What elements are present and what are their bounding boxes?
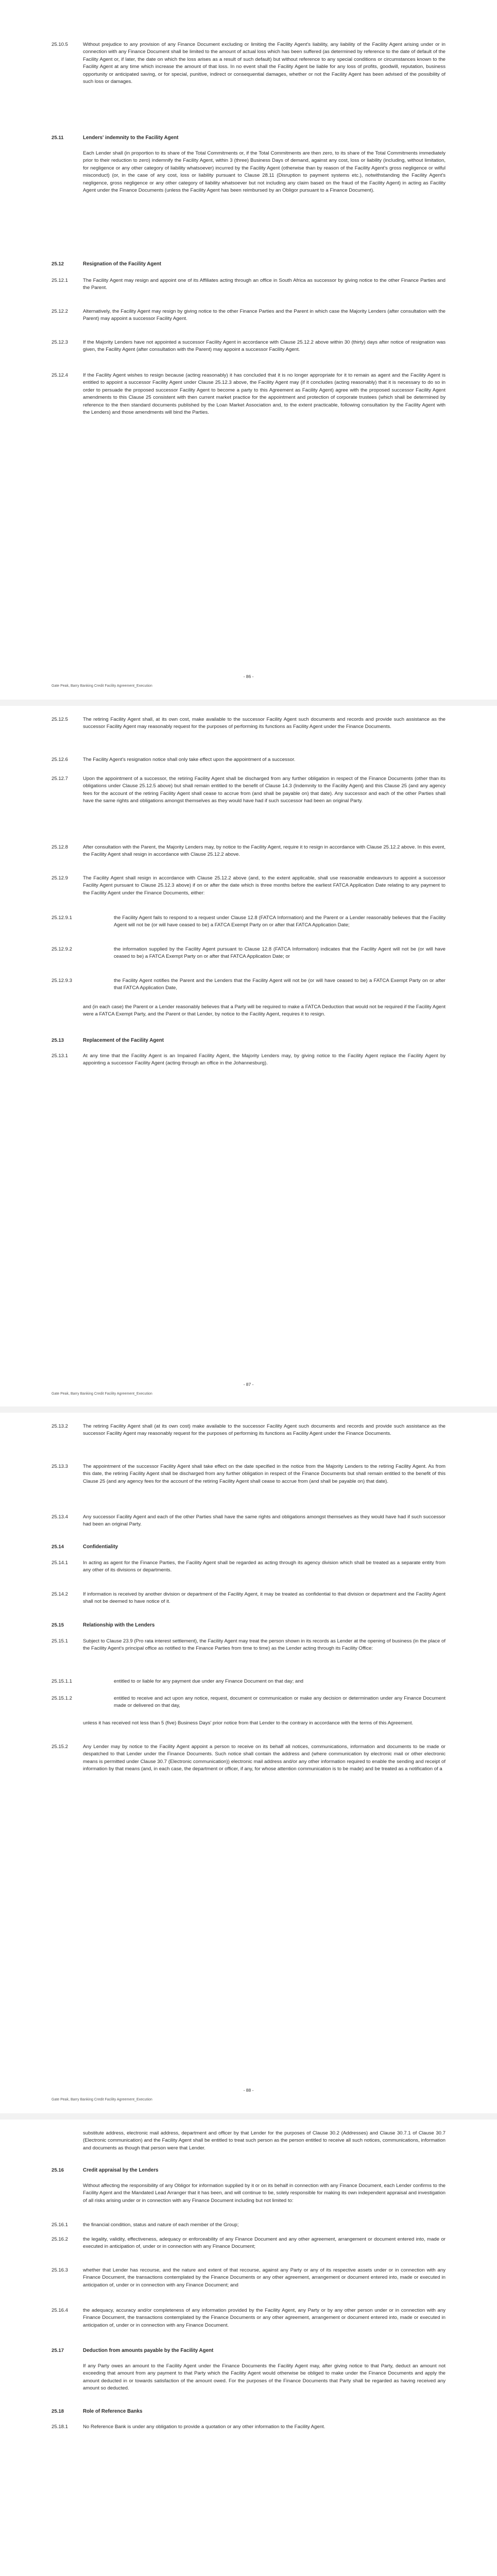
section-number: 25.13 <box>52 1038 64 1043</box>
clause-number: 25.14.1 <box>52 1560 68 1566</box>
clause-number: 25.18.1 <box>52 2424 68 2430</box>
clause-tail-text: and (in each case) the Parent or a Lender reasonably believes that a Party will be required to make a FATCA Deduction that would not be required if the Facility Agent were a FATCA Exempt Party, and the Parent or that Lender, by notice to the Facility Agent, requires it to resign. <box>83 1004 445 1018</box>
clause-tail-text: unless it has received not less than 5 (five) Business Days' prior notice from that Lender to the contrary in accordance with the terms of this Agreement. <box>83 1720 414 1726</box>
clause-number: 25.10.5 <box>52 42 68 47</box>
clause-text: whether that Lender has recourse, and the nature and extent of that recourse, against any Party or any of its respective assets under or in connection with any Finance Document, the transactions contemplated by the Finance Documents or any other agreement, arrangement or document entered into, made or executed in anticipation of, under or in connection with any Finance Document; and <box>83 2267 445 2288</box>
subclause-number: 25.15.1.1 <box>52 1679 73 1684</box>
clause-text: After consultation with the Parent, the Majority Lenders may, by notice to the Facility Agent, require it to resign in accordance with Clause 25.12.2 above. In this event, the Facility Agent shall resign in accordance with Clause 25.12.2 above. <box>83 844 445 858</box>
section-heading: Resignation of the Facility Agent <box>83 261 162 267</box>
clause-text: Without affecting the responsibility of any Obligor for information supplied by it or on its behalf in connection with any Finance Document, each Lender confirms to the Facility Agent and the Mandated Lead Arranger that it has been, and will continue to be, solely responsible for making its own independent appraisal and investigation of all risks arising under or in connection with any Finance Document including but not limited to: <box>83 2183 445 2204</box>
clause-number: 25.16.1 <box>52 2222 68 2228</box>
subclause-text: entitled to or liable for any payment due under any Finance Document on that day; and <box>114 1679 303 1684</box>
section-heading: Role of Reference Banks <box>83 2409 143 2414</box>
clause-number: 25.12.3 <box>52 340 68 345</box>
clause-text: the financial condition, status and nature of each member of the Group; <box>83 2222 239 2228</box>
clause-text: Any successor Facility Agent and each of the other Parties shall have the same rights and obligations amongst themselves as they would have had if such successor had been an original Party. <box>83 1514 445 1528</box>
subclause-text: the Facility Agent notifies the Parent and the Lenders that the Facility Agent will not be (or will have ceased to be) a FATCA Exempt Party on or after that FATCA Application Date, <box>114 978 445 991</box>
section-number: 25.18 <box>52 2409 64 2414</box>
clause-continuation-text: substitute address, electronic mail address, department and officer by that Lender for the purposes of Clause 30.2 (Addresses) and Clause 30.7.1 of Clause 30.7 (Electronic communication) and the Facility Agent shall be entitled to treat such person as the person entitled to receive all such notices, communications, information and documents as though that person were that Lender. <box>83 2130 445 2151</box>
section-number: 25.12 <box>52 261 64 267</box>
subclause-number: 25.12.9.2 <box>52 946 73 952</box>
subclause-text: the information supplied by the Facility Agent pursuant to Clause 12.8 (FATCA Information) indicates that the Facility Agent will not be (or will have ceased to be) a FATCA Exempt Party on or after that FATCA Application Date; or <box>114 946 445 960</box>
page-number: - 86 - <box>243 674 254 679</box>
clause-text: The Facility Agent may resign and appoint one of its Affiliates acting through an office in South Africa as successor by giving notice to the other Finance Parties and the Parent. <box>83 278 445 291</box>
section-number: 25.14 <box>52 1544 64 1550</box>
clause-number: 25.12.9 <box>52 875 68 881</box>
section-heading: Deduction from amounts payable by the Facility Agent <box>83 2348 214 2353</box>
clause-number: 25.16.3 <box>52 2267 68 2273</box>
clause-number: 25.12.2 <box>52 309 68 314</box>
subclause-number: 25.15.1.2 <box>52 1696 73 1701</box>
page-88 <box>0 1413 497 2113</box>
clause-text: the adequacy, accuracy and/or completeness of any information provided by the Facility Agent, any Party or by any other person under or in connection with any Finance Document, the transactions contemplated by the Finance Documents or any other agreement, arrangement or document entered into, made or executed in anticipation of, under or in connection with any Finance Document. <box>83 2308 445 2328</box>
clause-text: Subject to Clause 23.9 (Pro rata interest settlement), the Facility Agent may treat the person shown in its records as Lender at the opening of business (in the place of the Facility Agent's principal office as notified to the Finance Parties from time to time) as the Lender acting through its Facility Office: <box>83 1638 445 1652</box>
subclause-number: 25.12.9.1 <box>52 915 73 921</box>
clause-text: In acting as agent for the Finance Parties, the Facility Agent shall be regarded as acting through its agency division which shall be treated as a separate entity from any other of its divisions or departments. <box>83 1560 445 1573</box>
clause-number: 25.13.1 <box>52 1053 68 1059</box>
section-number: 25.11 <box>52 135 64 141</box>
clause-text: Without prejudice to any provision of any Finance Document excluding or limiting the Facility Agent's liability, any liability of the Facility Agent arising under or in connection with any Finance Document shall be limited to the amount of actual loss which has been suffered (as determined by reference to the date of default of the Facility Agent or, if later, the date on which the loss arises as a result of such default) but without reference to any special conditions or circumstances known to the Facility Agent at any time which increase the amount of that loss. In no event shall the Facility Agent be liable for any loss of profits, goodwill, reputation, business opportunity or anticipated saving, or for special, punitive, indirect or consequential damages, whether or not the Facility Agent has been advised of the possibility of such loss or damages. <box>83 42 445 85</box>
page-gap <box>0 2113 497 2120</box>
page-86 <box>0 0 497 700</box>
page-number: - 87 - <box>243 1382 254 1387</box>
clause-text: If information is received by another division or department of the Facility Agent, it may be treated as confidential to that division or department and the Facility Agent shall not be deemed to have notice of it. <box>83 1591 445 1605</box>
clause-number: 25.13.4 <box>52 1514 68 1520</box>
section-heading: Confidentiality <box>83 1544 118 1550</box>
section-number: 25.15 <box>52 1622 64 1628</box>
page-footer: Gate Peak, Barry Banking Credit Facility Agreement_Execution <box>52 1392 152 1396</box>
subclause-text: entitled to receive and act upon any notice, request, document or communication or make any decision or determination under any Finance Document made or delivered on that day, <box>114 1696 445 1709</box>
section-heading: Relationship with the Lenders <box>83 1622 155 1628</box>
section-heading: Replacement of the Facility Agent <box>83 1038 164 1043</box>
section-heading: Lenders' indemnity to the Facility Agent <box>83 135 179 141</box>
clause-number: 25.15.2 <box>52 1744 68 1750</box>
clause-number: 25.15.1 <box>52 1638 68 1644</box>
clause-text: The appointment of the successor Facility Agent shall take effect on the date specified in the notice from the Majority Lenders to the retiring Facility Agent. As from this date, the retiring Facility Agent shall be discharged from any further obligation in respect of the Finance Documents but shall remain entitled to the benefit of this Clause 25 (and any agency fees for the account of the retiring Facility Agent shall cease to accrue from (and shall be payable on) that date). <box>83 1464 445 1484</box>
clause-text: At any time that the Facility Agent is an Impaired Facility Agent, the Majority Lenders may, by giving notice to the Facility Agent replace the Facility Agent by appointing a successor Facility Agent (acting through an office in the Johannesburg). <box>83 1053 445 1066</box>
clause-text: Any Lender may by notice to the Facility Agent appoint a person to receive on its behalf all notices, communications, information and documents to be made or despatched to that Lender under the Finance Documents. Such notice shall contain the address and (where communication by electronic mail or other electronic means is permitted under Clause 30.7 (Electronic communication)) electronic mail address and/or any other information required to enable the sending and receipt of information by that means (and, in each case, the department or officer, if any, for whose attention communication is to be made) and be treated as a notification of a <box>83 1744 445 1772</box>
page-footer: Gate Peak, Barry Banking Credit Facility Agreement_Execution <box>52 2098 152 2102</box>
clause-number: 25.12.5 <box>52 717 68 722</box>
clause-number: 25.14.2 <box>52 1591 68 1597</box>
clause-text: No Reference Bank is under any obligation to provide a quotation or any other information to the Facility Agent. <box>83 2424 325 2430</box>
page-89 <box>0 2120 497 2576</box>
clause-number: 25.12.1 <box>52 278 68 283</box>
subclause-number: 25.12.9.3 <box>52 978 73 984</box>
clause-text: The retiring Facility Agent shall, at its own cost, make available to the successor Facility Agent such documents and records and provide such assistance as the successor Facility Agent may reasonably request for the purposes of performing its functions as Facility Agent under the Finance Documents. <box>83 717 445 730</box>
clause-text: The retiring Facility Agent shall (at its own cost) make available to the successor Facility Agent such documents and records and provide such assistance as the successor Facility Agent may reasonably request for the purposes of performing its functions as Facility Agent under the Finance Documents. <box>83 1423 445 1437</box>
clause-number: 25.13.3 <box>52 1464 68 1469</box>
clause-text: If the Majority Lenders have not appointed a successor Facility Agent in accordance with Clause 25.12.2 above within 30 (thirty) days after notice of resignation was given, the Facility Agent (after consultation with the Parent) may appoint a successor Facility Agent. <box>83 340 445 353</box>
section-heading: Credit appraisal by the Lenders <box>83 2167 159 2173</box>
clause-text: If any Party owes an amount to the Facility Agent under the Finance Documents the Facility Agent may, after giving notice to that Party, deduct an amount not exceeding that amount from any payment to that Party which the Facility Agent would otherwise be obliged to make under the Finance Documents and apply the amount deducted in or towards satisfaction of the amount owed. For the purposes of the Finance Documents that Party shall be regarded as having received any amount so deducted. <box>83 2363 445 2392</box>
page-87 <box>0 706 497 1406</box>
clause-text: If the Facility Agent wishes to resign because (acting reasonably) it has concluded that it is no longer appropriate for it to remain as agent and the Facility Agent is entitled to appoint a successor Facility Agent under Clause 25.12.3 above, the Facility Agent may (if it concludes (acting reasonably) that it is necessary to do so in order to persuade the proposed successor Facility Agent to become a party to this Agreement as Facility Agent) agree with the proposed successor Facility Agent amendments to this Clause 25 consistent with then current market practice for the appointment and protection of corporate trustees (which shall be determined by reference to the then standard documents published by the Loan Market Association and, to the extent practicable, following consultation by the Facility Agent with the Lenders) and those amendments will bind the Parties. <box>83 372 445 416</box>
clause-text: Alternatively, the Facility Agent may resign by giving notice to the other Finance Parties and the Parent in which case the Majority Lenders (after consultation with the Parent) may appoint a successor Facility Agent. <box>83 309 445 322</box>
section-number: 25.17 <box>52 2348 64 2353</box>
clause-number: 25.12.7 <box>52 776 68 782</box>
page-footer: Gate Peak, Barry Banking Credit Facility Agreement_Execution <box>52 684 152 688</box>
clause-text: Each Lender shall (in proportion to its share of the Total Commitments or, if the Total Commitments are then zero, to its share of the Total Commitments immediately prior to their reduction to zero) indemnify the Facility Agent, within 3 (three) Business Days of demand, against any cost, loss or liability (including, without limitation, for negligence or any other category of liability whatsoever) incurred by the Facility Agent (otherwise than by reason of the Facility Agent's gross negligence or wilful misconduct) (or, in the case of any cost, loss or liability pursuant to Clause 28.11 (Disruption to payment systems etc.), notwithstanding the Facility Agent's negligence, gross negligence or any other category of liability whatsoever but not including any claim based on the fraud of the Facility Agent) in acting as Facility Agent under the Finance Documents (unless the Facility Agent has been reimbursed by an Obligor pursuant to a Finance Document). <box>83 150 445 194</box>
page-number: - 88 - <box>243 2088 254 2093</box>
subclause-text: the Facility Agent fails to respond to a request under Clause 12.8 (FATCA Information) and the Parent or a Lender reasonably believes that the Facility Agent will not be (or will have ceased to be) a FATCA Exempt Party on or after that FATCA Application Date; <box>114 915 445 928</box>
clause-number: 25.12.6 <box>52 757 68 762</box>
page-gap <box>0 700 497 706</box>
clause-text: the legality, validity, effectiveness, adequacy or enforceability of any Finance Document and any other agreement, arrangement or document entered into, made or executed in anticipation of, under or in connection with any Finance Document; <box>83 2236 445 2250</box>
clause-text: The Facility Agent shall resign in accordance with Clause 25.12.2 above (and, to the extent applicable, shall use reasonable endeavours to appoint a successor Facility Agent pursuant to Clause 25.12.3 above) if on or after the date which is three months before the earliest FATCA Application Date relating to any payment to the Facility Agent under the Finance Documents, either: <box>83 875 445 896</box>
page-gap <box>0 1406 497 1413</box>
clause-number: 25.12.4 <box>52 372 68 378</box>
clause-text: The Facility Agent's resignation notice shall only take effect upon the appointment of a successor. <box>83 757 296 762</box>
section-number: 25.16 <box>52 2167 64 2173</box>
clause-number: 25.16.2 <box>52 2236 68 2242</box>
clause-number: 25.13.2 <box>52 1423 68 1429</box>
clause-number: 25.12.8 <box>52 844 68 850</box>
clause-number: 25.16.4 <box>52 2308 68 2313</box>
clause-text: Upon the appointment of a successor, the retiring Facility Agent shall be discharged from any further obligation in respect of the Finance Documents (other than its obligations under Clause 25.12.5 above) but shall remain entitled to the benefit of Clause 14.3 (Indemnity to the Facility Agent) and this Clause 25 (and any agency fees for the account of the retiring Facility Agent shall cease to accrue from (and shall be payable on) that date). Any successor and each of the other Parties shall have the same rights and obligations amongst themselves as they would have had if such successor had been an original Party. <box>83 776 445 804</box>
